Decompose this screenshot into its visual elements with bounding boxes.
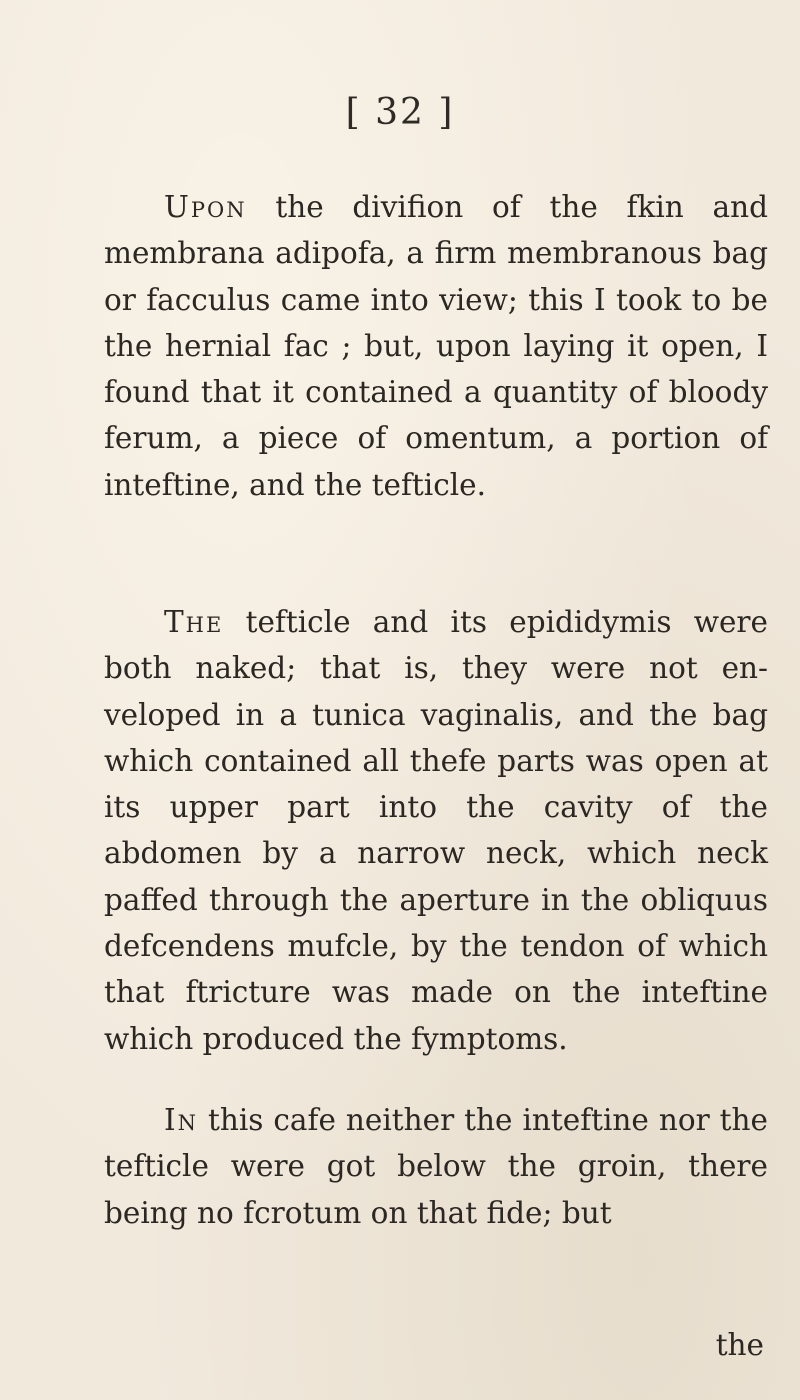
paragraph-lead-word: The	[164, 605, 224, 639]
paragraph-2	[104, 599, 768, 1062]
paragraph-text: tefticle and its epididymis were both naked; that is, they were not en veloped in a tunica vaginalis, and the bag which contained all thefe parts was open at its upper part into the cavity of the abdomen by a narrow neck, which neck paffed through the aperture in the obliquus defcendens mufcle, by the tendon of which that ftricture was made on the inteftine which produced the fymptoms.	[104, 605, 768, 1056]
paragraph-lead-word: In	[164, 1103, 199, 1137]
paragraph-lead-word: Upon	[164, 190, 247, 224]
paragraph-text: the divifion of the fkin and membrana adipofa, a firm membranous bag or facculus came into view; this I took to be the hernial fac ; but, upon laying it open, I found that it contained a quantity of bloody ferum, a piece of omentum, a portion of inteftine, and the tefticle.	[104, 190, 768, 502]
paragraph-text: this cafe neither the inteftine nor the tefticle were got below the groin, there being no fcrotum on that fide; but	[104, 1103, 768, 1230]
paragraph-3	[104, 1097, 768, 1236]
catchword: the	[715, 1328, 764, 1362]
paragraph-1	[104, 184, 768, 508]
page-number: [ 32 ]	[345, 92, 455, 133]
